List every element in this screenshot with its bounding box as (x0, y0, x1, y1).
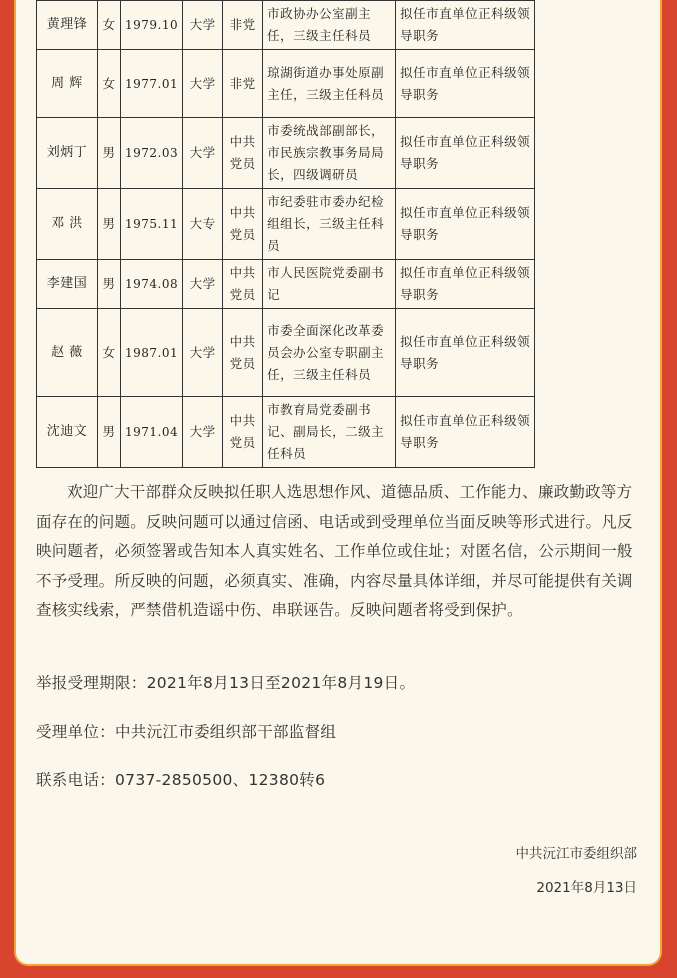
cell-planned-post: 拟任市直单位正科级领导职务 (396, 260, 535, 309)
cell-current-post: 市委全面深化改革委员会办公室专职副主任，三级主任科员 (263, 309, 396, 397)
cell-sex: 女 (98, 1, 121, 50)
cell-sex: 男 (98, 118, 121, 189)
cell-education: 大学 (183, 309, 223, 397)
cell-party: 中共党员 (223, 309, 263, 397)
cell-education: 大学 (183, 397, 223, 468)
cell-planned-post: 拟任市直单位正科级领导职务 (396, 189, 535, 260)
cell-birth: 1972.03 (121, 118, 183, 189)
cell-education: 大学 (183, 1, 223, 50)
cell-birth: 1977.01 (121, 50, 183, 118)
bottom-frame-band (0, 966, 677, 978)
cell-current-post: 琼湖街道办事处原副主任，三级主任科员 (263, 50, 396, 118)
table-row (37, 50, 535, 118)
cell-planned-post: 拟任市直单位正科级领导职务 (396, 118, 535, 189)
table-row (37, 1, 535, 50)
cell-party: 中共党员 (223, 118, 263, 189)
table-row (37, 397, 535, 468)
cell-education: 大学 (183, 260, 223, 309)
cell-current-post: 市委统战部副部长，市民族宗教事务局局长，四级调研员 (263, 118, 396, 189)
cell-party: 非党 (223, 50, 263, 118)
cell-education: 大学 (183, 50, 223, 118)
cell-education: 大专 (183, 189, 223, 260)
signature-org: 中共沅江市委组织部 (515, 846, 637, 862)
cell-planned-post: 拟任市直单位正科级领导职务 (396, 50, 535, 118)
cell-current-post: 市人民医院党委副书记 (263, 260, 396, 309)
contact-phone: 联系电话：0737-2850500、12380转6 (36, 771, 326, 789)
cell-name: 李建国 (37, 260, 98, 309)
cell-birth: 1975.11 (121, 189, 183, 260)
cell-planned-post: 拟任市直单位正科级领导职务 (396, 1, 535, 50)
table-row (37, 260, 535, 309)
table-row (37, 118, 535, 189)
signature-date: 2021年8月13日 (536, 880, 637, 896)
cell-birth: 1971.04 (121, 397, 183, 468)
cell-name: 刘炳丁 (37, 118, 98, 189)
cell-name: 邓 洪 (37, 189, 98, 260)
cell-education: 大学 (183, 118, 223, 189)
cell-planned-post: 拟任市直单位正科级领导职务 (396, 309, 535, 397)
cell-name: 黄理锋 (37, 1, 98, 50)
cell-birth: 1974.08 (121, 260, 183, 309)
cell-birth: 1987.01 (121, 309, 183, 397)
cell-sex: 女 (98, 50, 121, 118)
cell-birth: 1979.10 (121, 1, 183, 50)
cell-sex: 男 (98, 260, 121, 309)
cell-sex: 男 (98, 189, 121, 260)
cell-name: 沈迪文 (37, 397, 98, 468)
cell-current-post: 市教育局党委副书记、副局长，二级主任科员 (263, 397, 396, 468)
cell-party: 中共党员 (223, 260, 263, 309)
cell-sex: 男 (98, 397, 121, 468)
cell-party: 中共党员 (223, 397, 263, 468)
cell-planned-post: 拟任市直单位正科级领导职务 (396, 397, 535, 468)
nominee-table (36, 0, 535, 468)
cell-party: 非党 (223, 1, 263, 50)
cell-name: 周 辉 (37, 50, 98, 118)
cell-current-post: 市纪委驻市委办纪检组组长，三级主任科员 (263, 189, 396, 260)
feedback-instructions: 欢迎广大干部群众反映拟任职人选思想作风、道德品质、工作能力、廉政勤政等方面存在的问题。反映问题可以通过信函、电话或到受理单位当面反映等形式进行。凡反映问题者，必须签署或告知本人真实姓名、工作单位或住址；对匿名信，公示期间一般不予受理。所反映的问题，必须真实、准确，内容尽量具体详细，并尽可能提供有关调查核实线索，严禁借机造谣中伤、串联诬告。反映问题者将受到保护。 (36, 483, 633, 619)
cell-party: 中共党员 (223, 189, 263, 260)
cell-name: 赵 薇 (37, 309, 98, 397)
table-row (37, 189, 535, 260)
receiving-unit: 受理单位：中共沅江市委组织部干部监督组 (36, 723, 337, 741)
cell-current-post: 市政协办公室副主任，三级主任科员 (263, 1, 396, 50)
report-period: 举报受理期限：2021年8月13日至2021年8月19日。 (36, 674, 416, 692)
table-row (37, 309, 535, 397)
cell-sex: 女 (98, 309, 121, 397)
